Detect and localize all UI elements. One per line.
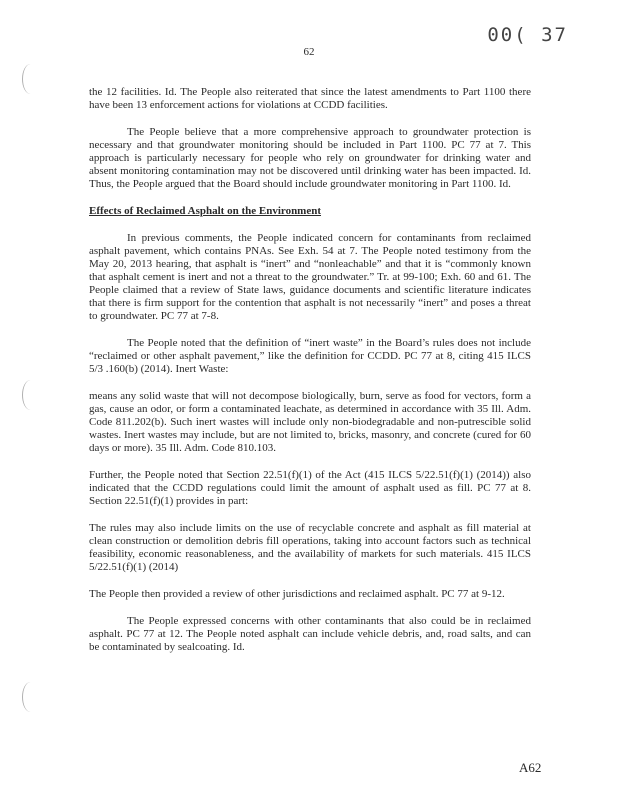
punch-hole-mark [22, 64, 39, 94]
document-stamp: 00( 37 [487, 24, 568, 46]
punch-hole-mark [22, 682, 39, 712]
paragraph: The People expressed concerns with other contaminants that also could be in reclaimed asphalt. PC 77 at 12. The People noted asphalt can include vehicle debris, and, road salts, and can be contaminated by sealcoating. Id. [89, 615, 531, 653]
paragraph: The People believe that a more comprehensive approach to groundwater protection is necessary and that groundwater monitoring should be included in Part 1100. PC 77 at 7. This approach is particularly necessary for people who rely on groundwater for drinking water and absent monitoring contamination may not be discovered until drinking water has been impacted. Id. Thus, the People argued that the Board should include groundwater monitoring in Part 1100. Id. [89, 126, 531, 190]
exhibit-page-label: A62 [519, 760, 542, 775]
section-heading: Effects of Reclaimed Asphalt on the Environment [89, 205, 322, 217]
block-quote: The rules may also include limits on the use of recyclable concrete and asphalt as fill material at clean construction or demolition debris fill operations, taking into account factors such as technical feasibility, economic reasonableness, and the availability of markets for such materials. 415 ILCS 5/22.51(f)(1) (2014) [89, 522, 531, 573]
block-quote: means any solid waste that will not decompose biologically, burn, serve as food for vectors, form a gas, cause an odor, or form a contaminated leachate, as determined in accordance with 35 Ill. Adm. Code 811.202(b). Such inert wastes will include only non-biodegradable and non-putrescible solid wastes. Inert wastes may include, but are not limited to, bricks, masonry, and concrete (cured for 60 days or more). 35 Ill. Adm. Code 810.103. [89, 390, 531, 454]
paragraph: The People then provided a review of other jurisdictions and reclaimed asphalt. PC 77 at 9-12. [89, 588, 505, 600]
paragraph: Further, the People noted that Section 22.51(f)(1) of the Act (415 ILCS 5/22.51(f)(1) (2014)) also indicated that the CCDD regulations could limit the amount of asphalt used as fill. PC 77 at 8. Section 22.51(f)(1) provides in part: [89, 469, 531, 507]
paragraph: In previous comments, the People indicated concern for contaminants from reclaimed asphalt pavement, which contains PNAs. See Exh. 54 at 7. The People noted testimony from the May 20, 2013 hearing, that asphalt is “inert” and “nonleachable” and that it is “commonly known that asphalt cement is inert and not a threat to the groundwater.” Tr. at 99-100; Exh. 60 and 61. The People claimed that a review of State laws, guidance documents and scientific literature indicates that there is firm support for the contention that asphalt is not necessarily “inert” and poses a threat to groundwater. PC 77 at 7-8. [89, 232, 531, 322]
page-number: 62 [303, 46, 315, 58]
punch-hole-mark [22, 380, 39, 410]
paragraph: the 12 facilities. Id. The People also reiterated that since the latest amendments to Part 1100 there have been 13 enforcement actions for violations at CCDD facilities. [89, 86, 531, 111]
paragraph: The People noted that the definition of “inert waste” in the Board’s rules does not include “reclaimed or other asphalt pavement,” like the definition for CCDD. PC 77 at 8, citing 415 ILCS 5/3 .160(b) (2014). Inert Waste: [89, 337, 531, 375]
document-body [89, 86, 531, 668]
